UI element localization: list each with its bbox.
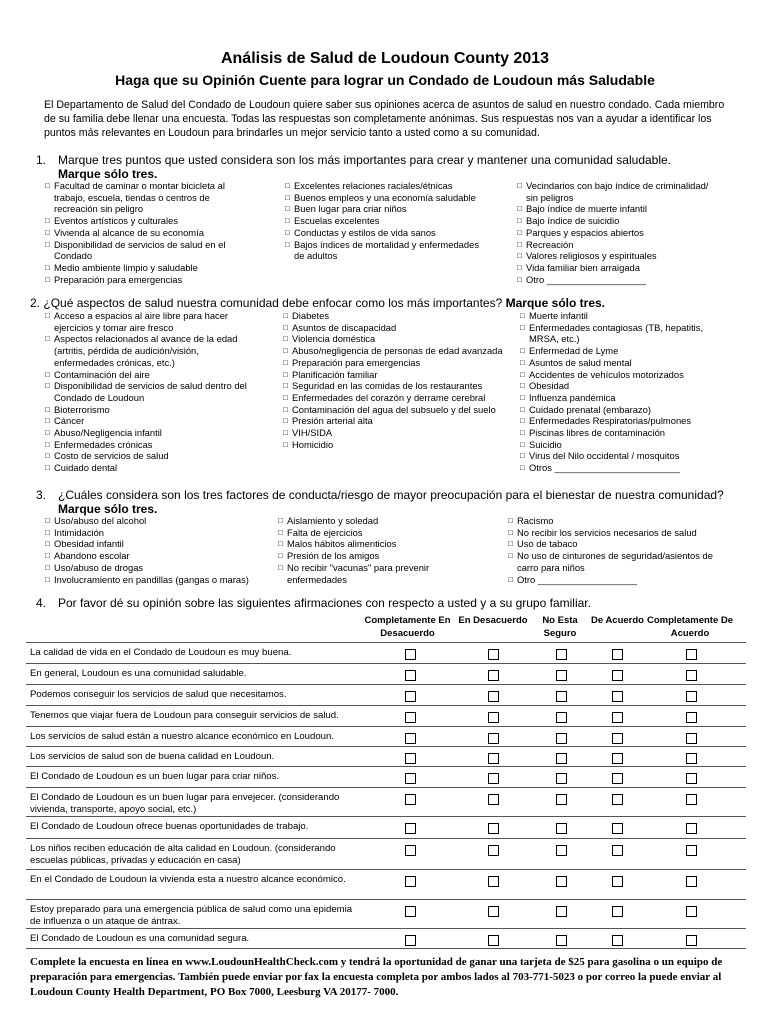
q2-option[interactable]: □ Planificación familiar — [283, 369, 508, 381]
q1-option[interactable]: □ Bajo índice de muerte infantil — [517, 203, 717, 215]
header-not-sure: No Esta Seguro — [542, 615, 578, 639]
table-row — [26, 899, 746, 929]
q1-option[interactable]: □ Valores religiosos y espirituales — [517, 250, 717, 262]
q2-option[interactable]: □ Accidentes de vehículos motorizados — [520, 369, 730, 381]
rating-checkbox[interactable] — [556, 753, 567, 764]
table-row — [26, 869, 746, 900]
q3-option[interactable]: □ Intimidación — [45, 527, 275, 539]
statement-text: La calidad de vida en el Condado de Loudoun es muy buena. — [30, 647, 292, 658]
q2-option[interactable]: □ Virus del Nilo occidental / mosquitos — [520, 450, 730, 462]
q3-option[interactable]: □ Obesidad infantil — [45, 538, 275, 550]
rating-checkbox[interactable] — [488, 670, 499, 681]
q1-option[interactable]: □ Recreación — [517, 239, 717, 251]
q3-option[interactable]: □ Presión de los amigos — [278, 550, 478, 562]
rating-checkbox[interactable] — [488, 823, 499, 834]
question-3-text: ¿Cuáles considera son los tres factores de conducta/riesgo de mayor preocupación para el bienestar de nuestra comunidad? — [58, 488, 724, 502]
statement-text: Podemos conseguir los servicios de salud que necesitamos. — [30, 689, 287, 700]
q3-option[interactable]: □ Abandono escolar — [45, 550, 275, 562]
question-2-instruction: Marque sólo tres. — [505, 296, 605, 310]
rating-checkbox[interactable] — [686, 845, 697, 856]
header-disagree: En Desacuerdo — [458, 615, 528, 626]
rating-checkbox[interactable] — [488, 649, 499, 660]
table-row — [26, 787, 746, 817]
q2-option[interactable]: □ Acceso a espacios al aire libre para hacer ejercicios y tomar aire fresco — [45, 310, 255, 333]
rating-checkbox[interactable] — [405, 712, 416, 723]
table-row — [26, 642, 746, 664]
rating-checkbox[interactable] — [405, 753, 416, 764]
q1-option[interactable]: □ Facultad de caminar o montar bicicleta al trabajo, escuela, tiendas o centros de recreación sin peligro — [45, 180, 255, 215]
rating-checkbox[interactable] — [405, 845, 416, 856]
statement-text: Estoy preparado para una emergencia pública de salud como una epidemia de influenza o un ataque de ántrax. — [30, 904, 353, 927]
rating-checkbox[interactable] — [686, 935, 697, 946]
rating-checkbox[interactable] — [686, 823, 697, 834]
q3-options-col2 — [278, 515, 478, 585]
q2-option[interactable]: □ Seguridad en las comidas de los restaurantes — [283, 380, 508, 392]
rating-checkbox[interactable] — [686, 649, 697, 660]
rating-checkbox[interactable] — [612, 845, 623, 856]
statement-text: Los niños reciben educación de alta calidad en Loudoun. (considerando escuelas públicas, privadas y educación en casa) — [30, 843, 336, 866]
rating-checkbox[interactable] — [405, 670, 416, 681]
statement-text: El Condado de Loudoun es un buen lugar para envejecer. (considerando vivienda, transporte, apoyo social, etc.) — [30, 792, 340, 815]
statement-text: Los servicios de salud son de buena calidad en Loudoun. — [30, 751, 275, 762]
q1-option[interactable]: □ Escuelas excelentes — [285, 215, 485, 227]
rating-checkbox[interactable] — [488, 794, 499, 805]
q2-option[interactable]: □ Cáncer — [45, 415, 255, 427]
q3-option[interactable]: □ Involucramiento en pandillas (gangas o maras) — [45, 574, 275, 586]
statement-text: El Condado de Loudoun ofrece buenas oportunidades de trabajo. — [30, 821, 309, 832]
rating-checkbox[interactable] — [686, 712, 697, 723]
table-row — [26, 746, 746, 767]
rating-checkbox[interactable] — [612, 773, 623, 784]
rating-checkbox[interactable] — [612, 794, 623, 805]
table-row — [26, 928, 746, 949]
rating-checkbox[interactable] — [405, 876, 416, 887]
q1-option[interactable]: □ Otro ___________________ — [517, 274, 717, 286]
header-completely-disagree: Completamente En Desacuerdo — [364, 615, 451, 639]
rating-checkbox[interactable] — [488, 876, 499, 887]
q1-option[interactable]: □ Vecindarios con bajo índice de criminalidad/ sin peligros — [517, 180, 717, 203]
rating-checkbox[interactable] — [488, 733, 499, 744]
q2-option[interactable]: □ Homicidio — [283, 439, 508, 451]
statement-text: Los servicios de salud están a nuestro alcance económico en Loudoun. — [30, 731, 334, 742]
table-row — [26, 684, 746, 706]
q1-option[interactable]: □ Disponibilidad de servicios de salud en el Condado — [45, 239, 255, 262]
rating-checkbox[interactable] — [556, 823, 567, 834]
q3-options-col3 — [508, 515, 723, 585]
q1-option[interactable]: □ Buenos empleos y una economía saludable — [285, 192, 485, 204]
q2-option[interactable]: □ Enfermedades contagiosas (TB, hepatitis, MRSA, etc.) — [520, 322, 730, 345]
q2-option[interactable]: □ Asuntos de discapacidad — [283, 322, 508, 334]
rating-checkbox[interactable] — [556, 794, 567, 805]
rating-checkbox[interactable] — [612, 876, 623, 887]
header-completely-agree: Completamente De Acuerdo — [646, 615, 734, 639]
rating-checkbox[interactable] — [556, 691, 567, 702]
q3-option[interactable]: □ Uso de tabaco — [508, 538, 723, 550]
table-row — [26, 663, 746, 685]
rating-checkbox[interactable] — [612, 823, 623, 834]
q2-option[interactable]: □ Enfermedades Respiratorias/pulmones — [520, 415, 730, 427]
rating-checkbox[interactable] — [686, 733, 697, 744]
rating-checkbox[interactable] — [556, 845, 567, 856]
table-row — [26, 726, 746, 747]
q2-option[interactable]: □ Cuidado prenatal (embarazo) — [520, 404, 730, 416]
q3-option[interactable]: □ Uso/abuso del alcohol — [45, 515, 275, 527]
rating-checkbox[interactable] — [612, 906, 623, 917]
q2-option[interactable]: □ Disponibilidad de servicios de salud dentro del Condado de Loudoun — [45, 380, 255, 403]
q2-option[interactable]: □ Muerte infantil — [520, 310, 730, 322]
rating-checkbox[interactable] — [405, 823, 416, 834]
rating-checkbox[interactable] — [612, 753, 623, 764]
q2-option[interactable]: □ Preparación para emergencias — [283, 357, 508, 369]
statement-text: El Condado de Loudoun es un buen lugar para criar niños. — [30, 771, 280, 782]
table-bottom-rule — [26, 948, 746, 949]
rating-checkbox[interactable] — [488, 691, 499, 702]
q1-options-col2 — [285, 180, 485, 262]
rating-checkbox[interactable] — [488, 845, 499, 856]
question-3 — [36, 488, 734, 516]
q1-option[interactable]: □ Bajos índices de mortalidad y enfermedades de adultos — [285, 239, 485, 262]
header-agree: De Acuerdo — [591, 615, 644, 626]
rating-checkbox[interactable] — [405, 649, 416, 660]
q1-option[interactable]: □ Vivienda al alcance de su economía — [45, 227, 255, 239]
question-3-number: 3. — [36, 488, 47, 502]
q2-option[interactable]: □ Bioterrorismo — [45, 404, 255, 416]
table-row — [26, 766, 746, 788]
q3-options-col1 — [45, 515, 275, 585]
rating-checkbox[interactable] — [686, 753, 697, 764]
statement-text: Tenemos que viajar fuera de Loudoun para conseguir servicios de salud. — [30, 710, 339, 721]
q3-option[interactable]: □ No uso de cinturones de seguridad/asientos de carro para niños — [508, 550, 723, 573]
question-4 — [36, 596, 734, 610]
q2-option[interactable]: □ Cuidado dental — [45, 462, 255, 474]
q3-option[interactable]: □ Aislamiento y soledad — [278, 515, 478, 527]
page-title: Análisis de Salud de Loudoun County 2013 — [220, 50, 550, 67]
q3-option[interactable]: □ No recibir los servicios necesarios de salud — [508, 527, 723, 539]
rating-checkbox[interactable] — [405, 935, 416, 946]
rating-checkbox[interactable] — [405, 691, 416, 702]
question-2-number: 2. — [30, 296, 41, 310]
q3-option[interactable]: □ Malos hábitos alimenticios — [278, 538, 478, 550]
rating-checkbox[interactable] — [686, 773, 697, 784]
q1-option[interactable]: □ Parques y espacios abiertos — [517, 227, 717, 239]
rating-checkbox[interactable] — [488, 753, 499, 764]
rating-checkbox[interactable] — [612, 691, 623, 702]
question-1-text: Marque tres puntos que usted considera son los más importantes para crear y mantener una comunidad saludable. — [58, 153, 672, 167]
q2-option[interactable]: □ Influenza pandémica — [520, 392, 730, 404]
q3-option[interactable]: □ No recibir "vacunas" para prevenir enfermedades — [278, 562, 478, 585]
rating-checkbox[interactable] — [405, 906, 416, 917]
q2-option[interactable]: □ Diabetes — [283, 310, 508, 322]
rating-checkbox[interactable] — [686, 906, 697, 917]
q3-option[interactable]: □ Falta de ejercicios — [278, 527, 478, 539]
q2-option[interactable]: □ Contaminación del agua del subsuelo y del suelo — [283, 404, 508, 416]
q1-option[interactable]: □ Excelentes relaciones raciales/étnicas — [285, 180, 485, 192]
q1-option[interactable]: □ Medio ambiente limpio y saludable — [45, 262, 255, 274]
rating-checkbox[interactable] — [488, 906, 499, 917]
rating-checkbox[interactable] — [556, 649, 567, 660]
rating-checkbox[interactable] — [686, 794, 697, 805]
rating-checkbox[interactable] — [556, 670, 567, 681]
rating-checkbox[interactable] — [556, 906, 567, 917]
rating-checkbox[interactable] — [612, 670, 623, 681]
rating-checkbox[interactable] — [612, 733, 623, 744]
statement-text: En general, Loudoun es una comunidad saludable. — [30, 668, 247, 679]
q1-option[interactable]: □ Bajo índice de suicidio — [517, 215, 717, 227]
q2-option[interactable]: □ VIH/SIDA — [283, 427, 508, 439]
q2-option[interactable]: □ Abuso/Negligencia infantil — [45, 427, 255, 439]
q1-option[interactable]: □ Conductas y estilos de vida sanos — [285, 227, 485, 239]
question-2 — [30, 296, 740, 310]
rating-checkbox[interactable] — [405, 733, 416, 744]
rating-checkbox[interactable] — [556, 935, 567, 946]
q2-option[interactable]: □ Costo de servicios de salud — [45, 450, 255, 462]
rating-checkbox[interactable] — [556, 712, 567, 723]
table-row — [26, 816, 746, 839]
page-subtitle: Haga que su Opinión Cuente para lograr un Condado de Loudoun más Saludable — [115, 72, 655, 88]
q1-option[interactable]: □ Preparación para emergencias — [45, 274, 255, 286]
q2-option[interactable]: □ Asuntos de salud mental — [520, 357, 730, 369]
question-2-text: ¿Qué aspectos de salud nuestra comunidad debe enfocar como los más importantes? — [43, 296, 503, 310]
rating-checkbox[interactable] — [612, 712, 623, 723]
rating-checkbox[interactable] — [488, 712, 499, 723]
table-row — [26, 705, 746, 727]
statement-text: El Condado de Loudoun es una comunidad segura. — [30, 933, 250, 944]
q1-option[interactable]: □ Buen lugar para criar niños — [285, 203, 485, 215]
footer-note: Complete la encuesta en línea en www.LoudounHealthCheck.com y tendrá la oportunidad de ganar una tarjeta de $25 para gasolina o un equipo de preparación para emergencias. También puede enviar por fax la encuesta completa por ambos lados al 703-771-5023 o por correo la puede enviar al Loudoun County Health Department, PO Box 7000, Leesburg VA 20177- 7000. — [30, 956, 723, 998]
rating-checkbox[interactable] — [612, 935, 623, 946]
rating-checkbox[interactable] — [405, 773, 416, 784]
q3-option[interactable]: □ Uso/abuso de drogas — [45, 562, 275, 574]
q1-option[interactable]: □ Vida familiar bien arraigada — [517, 262, 717, 274]
q1-options-col3 — [517, 180, 717, 285]
rating-checkbox[interactable] — [405, 794, 416, 805]
rating-checkbox[interactable] — [612, 649, 623, 660]
q2-option[interactable]: □ Suicidio — [520, 439, 730, 451]
q2-options-col1 — [45, 310, 255, 474]
q2-options-col3 — [520, 310, 730, 474]
q2-option[interactable]: □ Otros ________________________ — [520, 462, 730, 474]
q2-option[interactable]: □ Enfermedades del corazón y derrame cerebral — [283, 392, 508, 404]
question-3-instruction: Marque sólo tres. — [58, 502, 158, 516]
rating-checkbox[interactable] — [686, 670, 697, 681]
question-1-number: 1. — [36, 153, 47, 167]
q2-option[interactable]: □ Enfermedades crónicas — [45, 439, 255, 451]
rating-checkbox[interactable] — [488, 935, 499, 946]
statement-text: En el Condado de Loudoun la vivienda esta a nuestro alcance económico. — [30, 874, 346, 885]
rating-checkbox[interactable] — [686, 691, 697, 702]
q1-options-col1 — [45, 180, 255, 285]
rating-checkbox[interactable] — [488, 773, 499, 784]
q2-option[interactable]: □ Abuso/negligencia de personas de edad avanzada — [283, 345, 508, 357]
rating-checkbox[interactable] — [556, 773, 567, 784]
question-4-text: Por favor dé su opinión sobre las siguientes afirmaciones con respecto a usted y a su grupo familiar. — [58, 596, 591, 610]
q2-options-col2 — [283, 310, 508, 450]
q2-option[interactable]: □ Aspectos relacionados al avance de la edad (artritis, pérdida de audición/visión, enfermedades crónicas, etc.) — [45, 333, 255, 368]
question-1-instruction: Marque sólo tres. — [58, 167, 158, 181]
q3-option[interactable]: □ Otro ___________________ — [508, 574, 723, 586]
question-4-number: 4. — [36, 596, 47, 610]
q2-option[interactable]: □ Violencia doméstica — [283, 333, 508, 345]
q2-option[interactable]: □ Obesidad — [520, 380, 730, 392]
rating-checkbox[interactable] — [556, 876, 567, 887]
question-1 — [36, 153, 734, 181]
q2-option[interactable]: □ Enfermedad de Lyme — [520, 345, 730, 357]
q1-option[interactable]: □ Eventos artísticos y culturales — [45, 215, 255, 227]
rating-checkbox[interactable] — [556, 733, 567, 744]
intro-paragraph: El Departamento de Salud del Condado de Loudoun quiere saber sus opiniones acerca de asuntos de salud en nuestro condado. Cada miembro de su familia debe llenar una encuesta. Todas las respuestas son completamente anónimas. Sus respuestas nos van a ayudar a identificar los puntos más relevantes en Loudoun para brindarles un mejor servicio tanto a usted como a su comunidad. — [44, 99, 725, 139]
table-row — [26, 838, 746, 870]
q2-option[interactable]: □ Contaminación del aire — [45, 369, 255, 381]
rating-checkbox[interactable] — [686, 876, 697, 887]
q3-option[interactable]: □ Racismo — [508, 515, 723, 527]
q2-option[interactable]: □ Presión arterial alta — [283, 415, 508, 427]
q2-option[interactable]: □ Piscinas libres de contaminación — [520, 427, 730, 439]
